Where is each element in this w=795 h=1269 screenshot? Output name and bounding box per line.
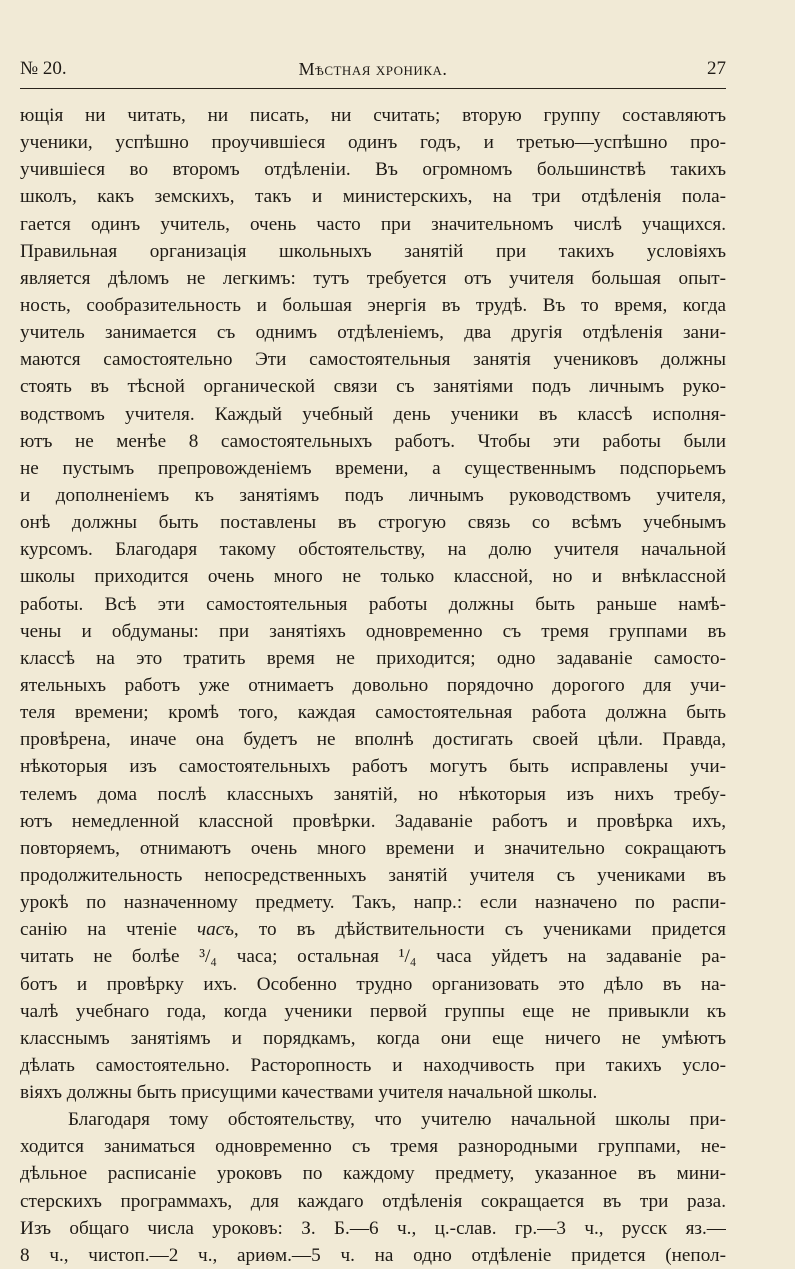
text-line: не пустымъ препровожденіемъ времени, а существеннымъ подспорьемъ: [20, 457, 726, 479]
text-line: [20, 916, 726, 943]
text-line: ность, сообразительность и большая энергія въ трудѣ. Въ то время, когда: [20, 294, 726, 316]
text-line: стерскихъ программахъ, для каждаго отдѣленія сокращается въ три раза.: [20, 1190, 726, 1212]
text-line: гается одинъ учитель, очень часто при значительномъ числѣ учащихся.: [20, 213, 726, 235]
text-line: курсомъ. Благодаря такому обстоятельству, на долю учителя начальной: [20, 539, 726, 561]
text-line: учитель занимается съ однимъ отдѣленіемъ, два другія отдѣленія зани-: [20, 322, 726, 344]
page-number: 27: [707, 58, 726, 79]
text-line: ютъ не менѣе 8 самостоятельныхъ работъ. Чтобы эти работы были: [20, 430, 726, 452]
text-line: нѣкоторыя изъ самостоятельныхъ работъ могутъ быть исправлены учи-: [20, 756, 726, 778]
header-rule: [20, 88, 726, 89]
text-line: Правильная организація школьныхъ занятій при такихъ условіяхъ: [20, 240, 726, 262]
text-line: ютъ немедленной классной провѣрки. Задаваніе работъ и провѣрка ихъ,: [20, 810, 726, 832]
text-line: ботъ и провѣрку ихъ. Особенно трудно организовать это дѣло въ на-: [20, 973, 726, 995]
text-line: ющія ни читать, ни писать, ни считать; вторую группу составляютъ: [20, 105, 726, 126]
issue-number: № 20.: [20, 58, 67, 79]
text-line: дѣлать самостоятельно. Расторопность и находчивость при такихъ усло-: [20, 1054, 726, 1076]
text-line: віяхъ должны быть присущими качествами учителя начальной школы.: [20, 1082, 598, 1104]
text-line: онѣ должны быть поставлены въ строгую связь со всѣмъ учебнымъ: [20, 512, 726, 534]
text-line: класснымъ занятіямъ и порядкамъ, когда они еще ничего не умѣютъ: [20, 1027, 726, 1049]
text-line-part: санію на чтеніе: [20, 919, 197, 941]
text-line-part: , то въ дѣйствительности съ учениками придется: [233, 919, 726, 941]
text-line: урокѣ по назначенному предмету. Такъ, напр.: если назначено по распи-: [20, 892, 726, 914]
text-line: учившіеся во второмъ отдѣленіи. Въ огромномъ большинствѣ такихъ: [20, 159, 726, 181]
text-line: ходится заниматься одновременно съ тремя разнородными группами, не-: [20, 1136, 726, 1158]
text-line: 8 ч., чистоп.—2 ч., ариѳм.—5 ч. на одно отдѣленіе придется (непол-: [20, 1244, 726, 1266]
text-line: чены и обдуманы: при занятіяхъ одновременно съ тремя группами въ: [20, 620, 726, 642]
text-line: водствомъ учителя. Каждый учебный день ученики въ классѣ исполня-: [20, 403, 726, 425]
body-text: [20, 102, 726, 1269]
text-line: стоять въ тѣсной органической связи съ занятіями подъ личнымъ руко-: [20, 376, 726, 398]
text-line: дѣльное расписаніе уроковъ по каждому предмету, указанное въ мини-: [20, 1163, 726, 1185]
text-line: Изъ общаго числа уроковъ: З. Б.—6 ч., ц.-слав. гр.—3 ч., русск яз.—: [20, 1217, 726, 1239]
text-line: работы. Всѣ эти самостоятельныя работы должны быть раньше намѣ-: [20, 593, 726, 615]
text-line: продолжительность непосредственныхъ занятій учителя съ учениками въ: [20, 864, 726, 886]
text-line: и дополненіемъ къ занятіямъ подъ личнымъ руководствомъ учителя,: [20, 484, 726, 506]
section-title: Мѣстная хроника.: [298, 59, 448, 79]
emphasis: часъ: [196, 919, 234, 941]
running-header: [20, 58, 726, 88]
text-line: классѣ на это тратить время не приходится; одно задаваніе самосто-: [20, 647, 726, 669]
text-line: чалѣ учебнаго года, когда ученики первой группы еще не привыкли къ: [20, 1000, 726, 1022]
text-line: повторяемъ, отнимаютъ очень много времени и значительно сокращаютъ: [20, 837, 726, 859]
text-line: провѣрена, иначе она будетъ не вполнѣ достигать своей цѣли. Правда,: [20, 729, 726, 751]
text-line: телемъ дома послѣ классныхъ занятій, но нѣкоторыя изъ нихъ требу-: [20, 783, 726, 805]
text-line: маются самостоятельно Эти самостоятельныя занятія учениковъ должны: [20, 349, 726, 371]
text-line: читать не болѣе ³/₄ часа; остальная ¹/₄ часа уйдетъ на задаваніе ра-: [20, 946, 726, 968]
text-line: теля времени; кромѣ того, каждая самостоятельная работа должна быть: [20, 702, 726, 724]
text-line: является дѣломъ не легкимъ: тутъ требуется отъ учителя большая опыт-: [20, 267, 726, 289]
text-line: школы приходится очень много не только классной, но и внѣклассной: [20, 566, 726, 588]
text-line: ученики, успѣшно проучившіеся одинъ годъ, и третью—успѣшно про-: [20, 132, 726, 154]
text-line: ятельныхъ работъ уже отнимаетъ довольно порядочно дорогого для учи-: [20, 674, 726, 696]
text-line: школъ, какъ земскихъ, такъ и министерскихъ, на три отдѣленія пола-: [20, 186, 726, 208]
text-line: Благодаря тому обстоятельству, что учителю начальной школы при-: [68, 1109, 726, 1131]
